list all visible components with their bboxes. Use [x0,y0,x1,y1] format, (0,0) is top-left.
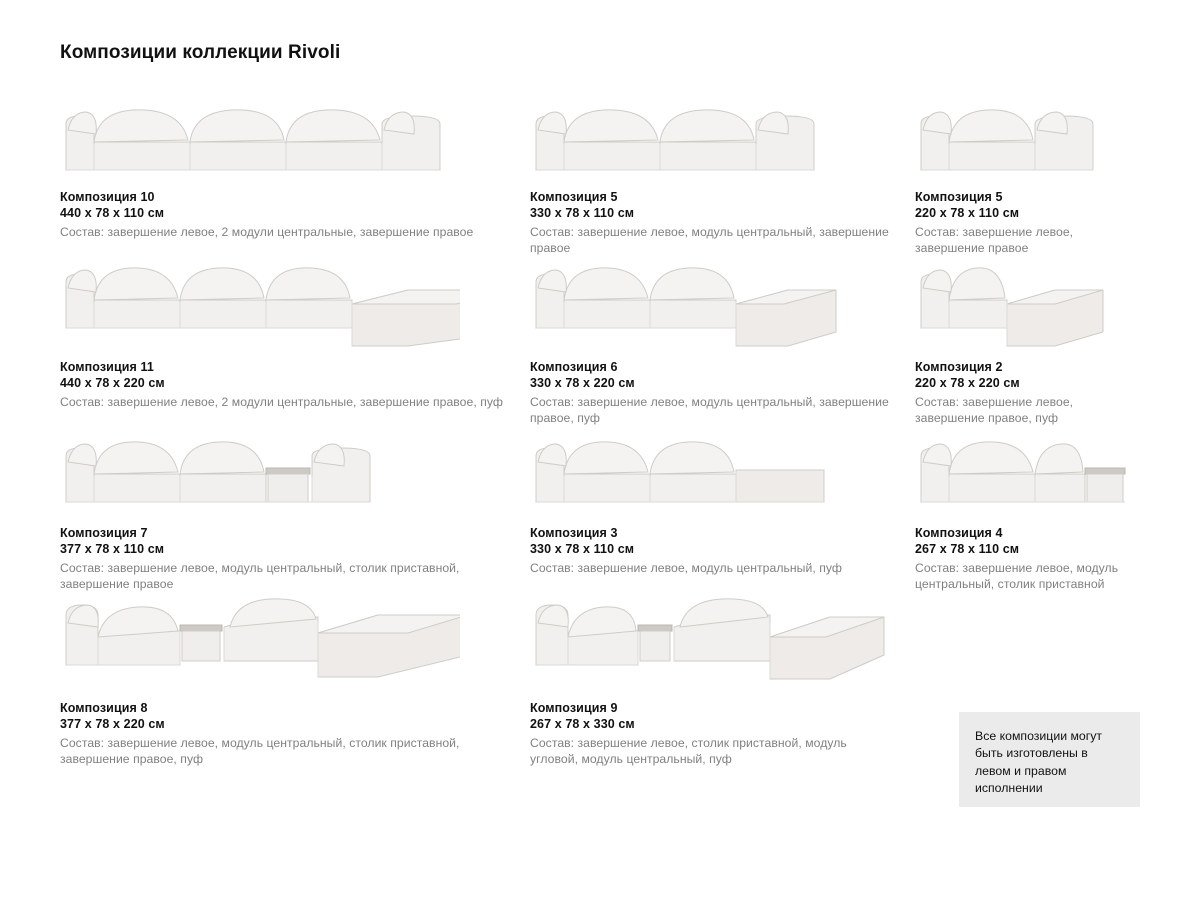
composition-name: Композиция 5 [530,190,618,204]
composition-description: Состав: завершение левое, модуль центральный, пуф [530,561,842,576]
composition-dimensions: 267 x 78 x 330 см [530,716,635,731]
sofa-illustration-6 [530,256,897,360]
page-title: Композиции коллекции Rivoli [60,42,341,63]
composition-description: Состав: завершение левое, модуль центральный, столик приставной, завершение правое [60,561,460,592]
composition-description: Состав: завершение левое, модуль центральный, завершение правое, пуф [530,395,889,426]
composition-dimensions: 440 x 78 x 110 см [60,206,165,220]
composition-card [60,426,530,592]
composition-card [530,256,915,426]
composition-description: Состав: завершение левое, столик приставной, модуль угловой, модуль центральный, пуф [530,735,847,766]
composition-dimensions: 377 x 78 x 220 см [60,716,165,731]
composition-dimensions: 330 x 78 x 110 см [530,542,635,557]
composition-name: Композиция 9 [530,700,618,715]
sofa-illustration-8 [60,593,512,701]
sofa-illustration-7 [60,426,512,526]
compositions-grid [60,90,1140,767]
composition-name: Композиция 4 [915,526,1003,541]
composition-description: Состав: завершение левое, 2 модули центральные, завершение правое, пуф [60,395,503,410]
composition-card [60,256,530,426]
sofa-illustration-2 [915,256,1122,360]
composition-description: Состав: завершение левое, модуль центральный, столик приставной, завершение правое, пуф [60,735,460,766]
note-text: Все композиции могут быть изготовлены в левом и правом исполнении [975,729,1103,796]
note-box [959,712,1140,807]
sofa-illustration-4 [915,426,1122,526]
composition-card [530,593,915,767]
composition-card [60,90,530,256]
sofa-illustration-5b [915,90,1122,190]
composition-name: Композиция 3 [530,526,618,541]
composition-dimensions: 377 x 78 x 110 см [60,542,165,557]
composition-card [915,256,1140,426]
composition-name: Композиция 11 [60,360,154,375]
composition-card [530,426,915,592]
composition-card [530,90,915,256]
composition-description: Состав: завершение левое, модуль центральный, столик приставной [915,561,1119,592]
composition-name: Композиция 10 [60,190,155,204]
composition-name: Композиция 7 [60,526,148,541]
composition-description: Состав: завершение левое, модуль центральный, завершение правое [530,225,889,256]
composition-name: Композиция 8 [60,700,148,715]
composition-dimensions: 220 x 78 x 110 см [915,206,1020,220]
composition-dimensions: 267 x 78 x 110 см [915,542,1020,557]
sofa-illustration-3 [530,426,897,526]
composition-dimensions: 440 x 78 x 220 см [60,376,165,391]
composition-card [60,593,530,767]
composition-dimensions: 330 x 78 x 220 см [530,376,635,391]
sofa-illustration-11 [60,256,512,360]
composition-name: Композиция 6 [530,360,618,375]
sofa-illustration-10 [60,90,512,190]
composition-dimensions: 220 x 78 x 220 см [915,376,1020,391]
composition-name: Композиция 2 [915,360,1003,375]
composition-description: Состав: завершение левое, завершение правое [915,225,1074,256]
composition-dimensions: 330 x 78 x 110 см [530,206,635,220]
composition-name: Композиция 5 [915,190,1003,204]
composition-card [915,426,1140,592]
composition-description: Состав: завершение левое, завершение правое, пуф [915,395,1074,426]
composition-card [915,90,1140,256]
sofa-illustration-9 [530,593,897,701]
sofa-illustration-5a [530,90,897,190]
composition-description: Состав: завершение левое, 2 модули центральные, завершение правое [60,225,474,239]
